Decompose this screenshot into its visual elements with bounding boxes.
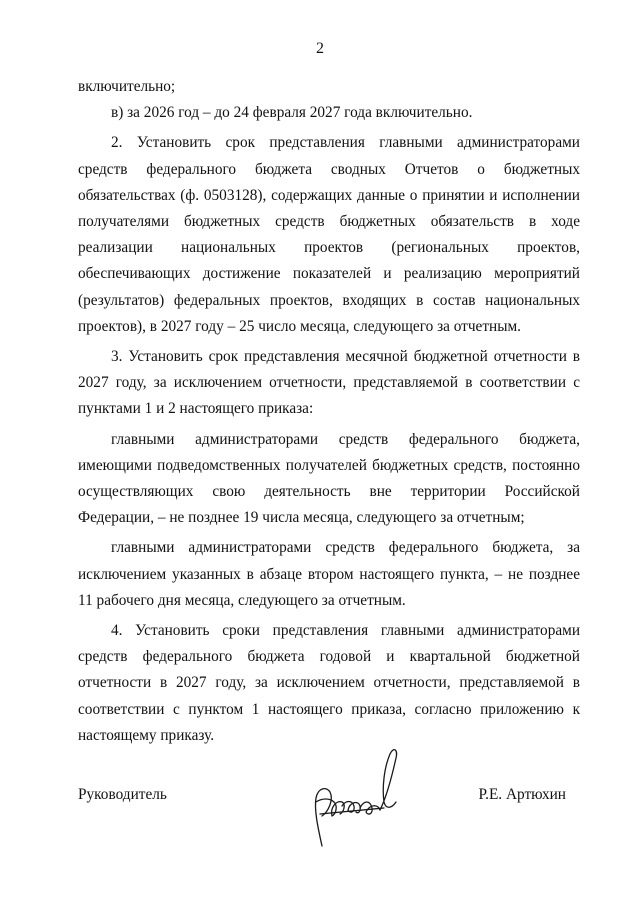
paragraph-point-2: 2. Установить срок представления главными администраторами средств федерального бюджета сводных Отчетов о бюджетных обязательствах (ф. 0503128), содержащих данные о принятии и исполнении получателями бюджетных средств бюджетных обязательств в ходе реализации национальных проектов (региональных проектов, обеспечивающих достижение показателей и реализацию мероприятий (результатов) федеральных проектов, входящих в состав национальных проектов), в 2027 году – 25 число месяца, следующего за отчетным. <box>78 134 580 335</box>
paragraph-point-3: 3. Установить срок представления месячной бюджетной отчетности в 2027 году, за исключением отчетности, представляемой в соответствии с пунктами 1 и 2 настоящего приказа: <box>78 348 580 418</box>
paragraph-continuation: включительно; <box>78 78 176 95</box>
handwritten-signature-icon <box>300 728 410 858</box>
paragraph-point-3-others: главными администраторами средств федерального бюджета, за исключением указанных в абзаце втором настоящего пункта, – не позднее 11 рабочего дня месяца, следующего за отчетным. <box>78 539 580 609</box>
signatory-title: Руководитель <box>78 786 167 803</box>
signatory-name: Р.Е. Артюхин <box>478 786 566 803</box>
document-body <box>78 74 580 749</box>
paragraph-point-4: 4. Установить сроки представления главными администраторами средств федерального бюджета годовой и квартальной бюджетной отчетности в 2027 году, за исключением отчетности, представляемой в соответствии с пунктом 1 настоящего приказа, согласно приложению к настоящему приказу. <box>78 622 580 744</box>
paragraph-point-3-abroad: главными администраторами средств федерального бюджета, имеющими подведомственных получателей бюджетных средств, постоянно осуществляющих свою деятельность вне территории Российской Федерации, – не позднее 19 числа месяца, следующего за отчетным; <box>78 430 580 527</box>
page-number: 2 <box>316 40 324 57</box>
paragraph-item-v: в) за 2026 год – до 24 февраля 2027 года включительно. <box>111 104 473 122</box>
